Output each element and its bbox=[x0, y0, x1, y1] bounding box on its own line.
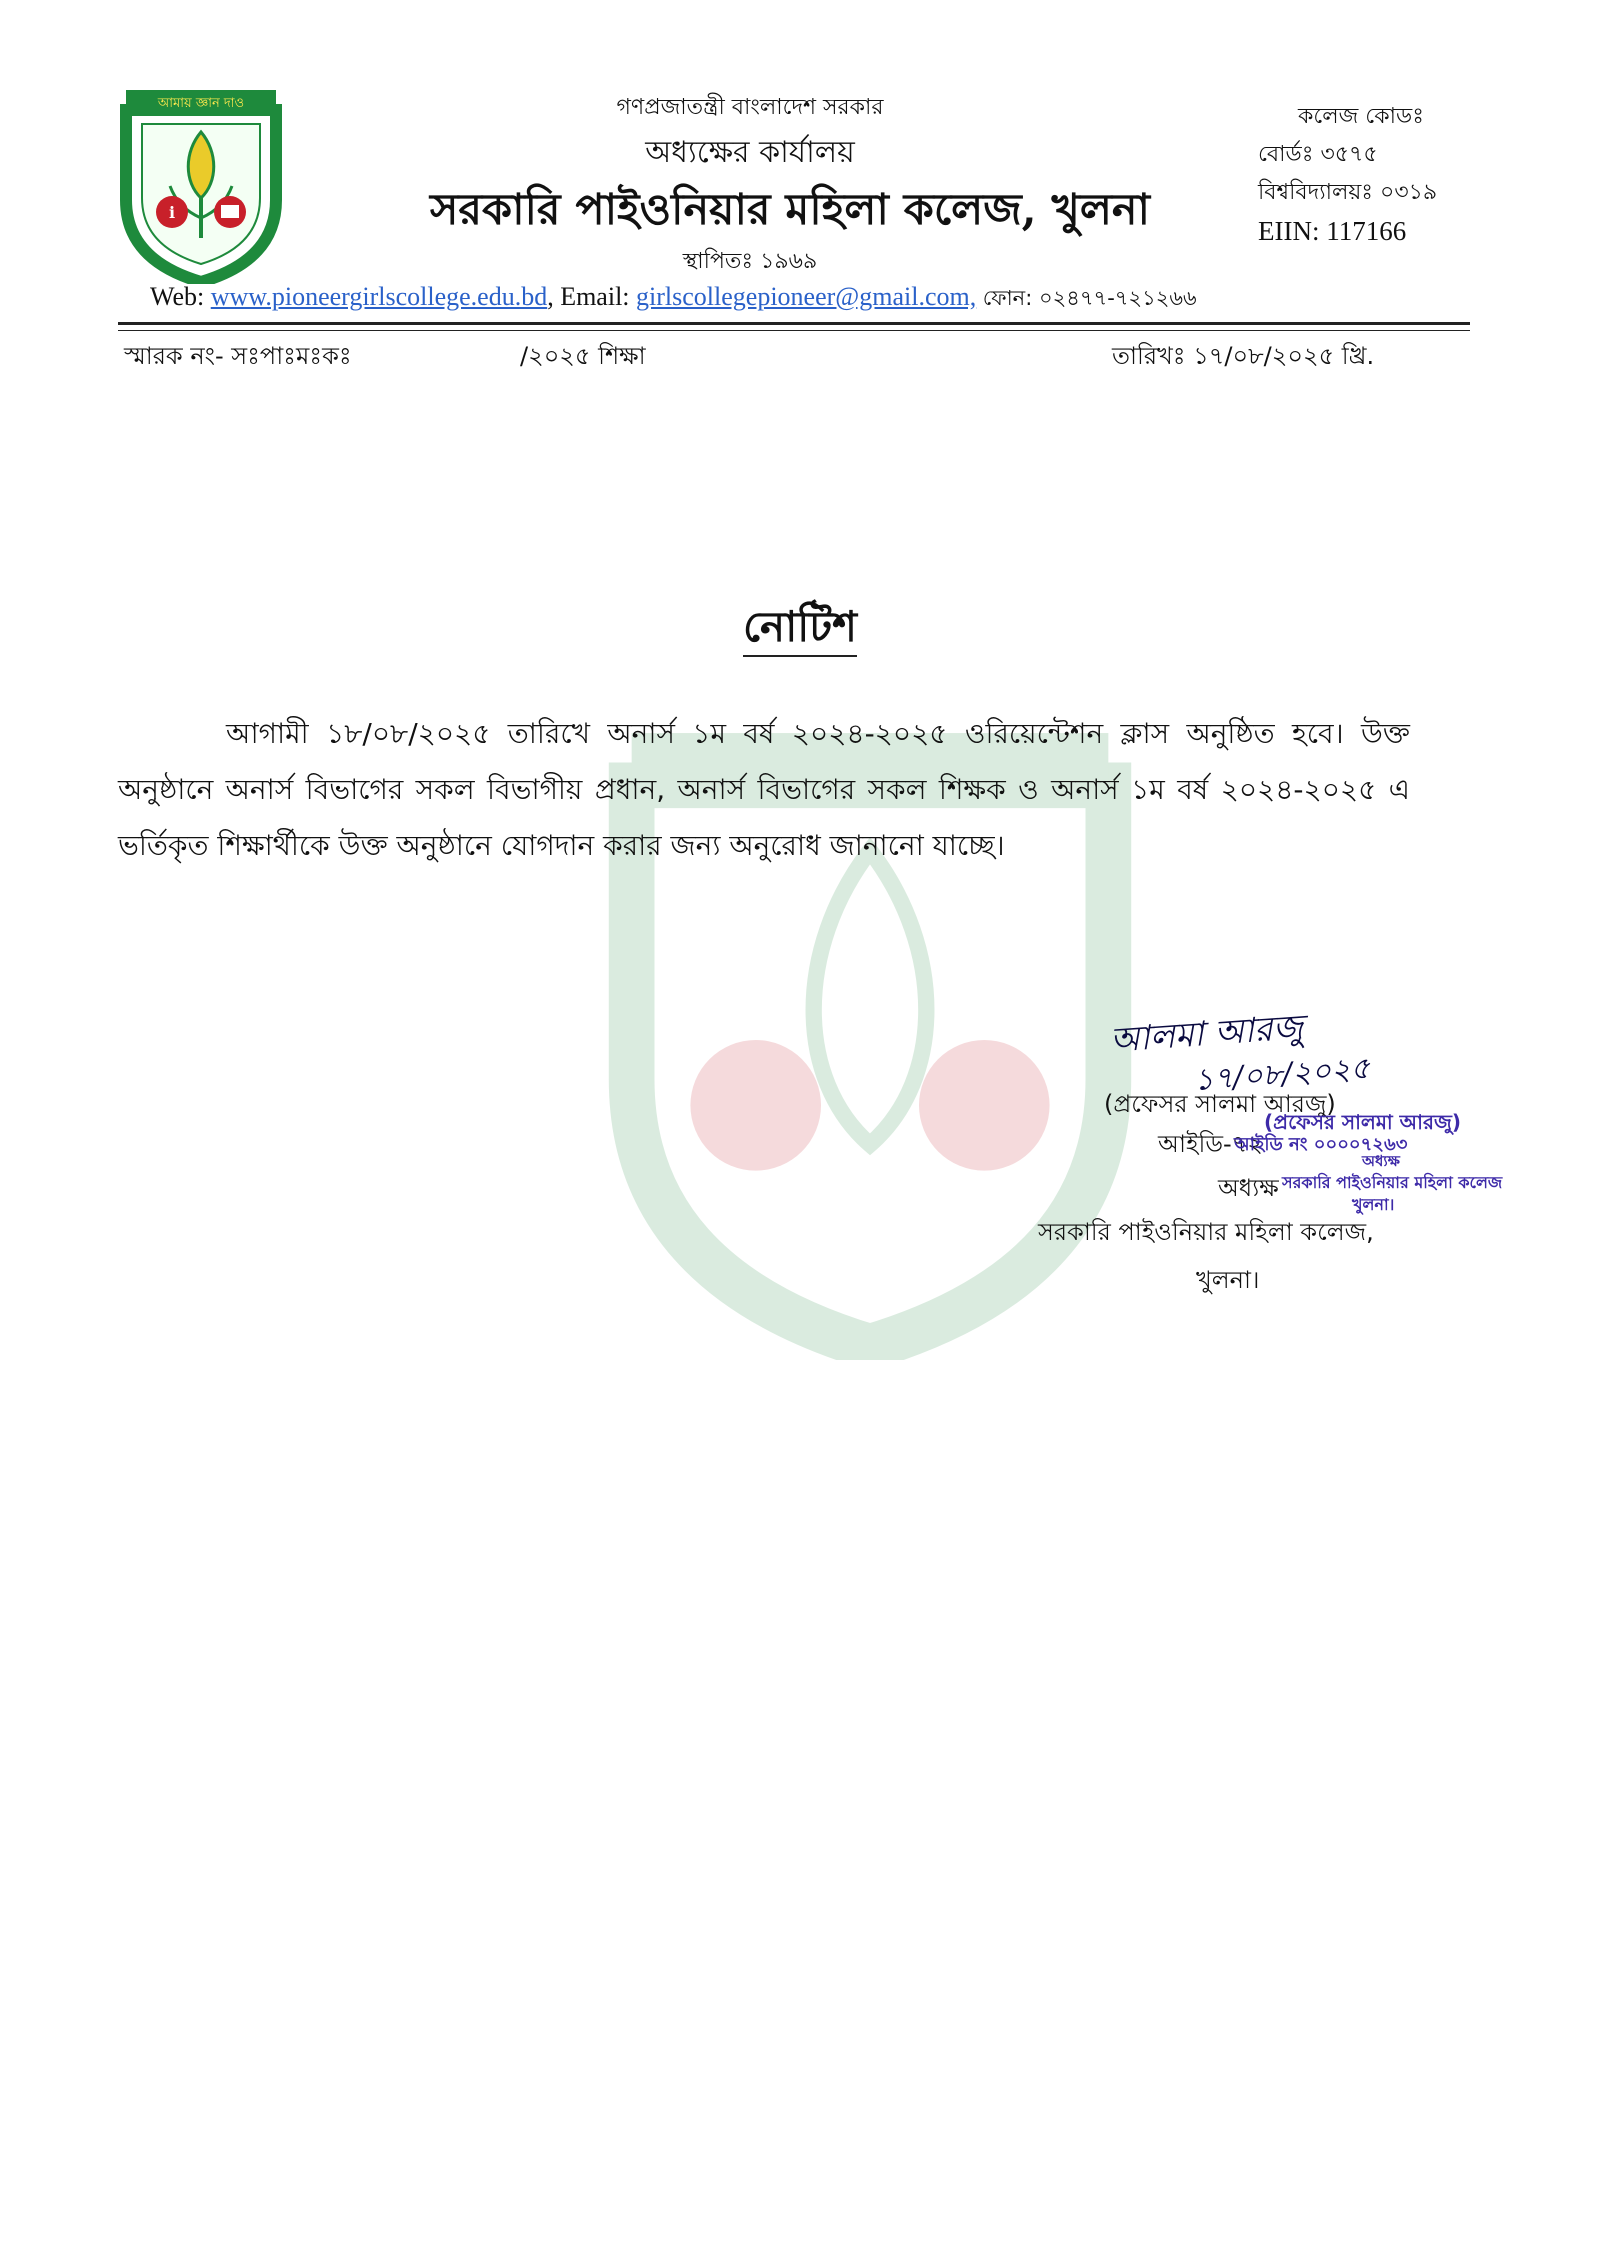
signatory-college: সরকারি পাইওনিয়ার মহিলা কলেজ, bbox=[1038, 1218, 1374, 1246]
established-year: স্থাপিতঃ ১৯৬৯ bbox=[682, 249, 818, 274]
college-name: সরকারি পাইওনিয়ার মহিলা কলেজ, খুলনা bbox=[429, 185, 1151, 235]
stamp-city: খুলনা। bbox=[1352, 1195, 1395, 1214]
email-label: , Email: bbox=[547, 282, 630, 311]
header-divider bbox=[118, 322, 1470, 325]
college-logo bbox=[118, 88, 284, 284]
college-code-label: কলেজ কোডঃ bbox=[1298, 104, 1424, 129]
website-link[interactable]: www.pioneergirlscollege.edu.bd bbox=[210, 282, 548, 311]
phone-number: ফোন: ০২৪৭৭-৭২১২৬৬ bbox=[982, 286, 1197, 310]
signatory-city: খুলনা। bbox=[1196, 1266, 1260, 1294]
notice-body bbox=[118, 706, 1410, 874]
header-divider-thin bbox=[118, 330, 1470, 331]
handwritten-signature: আলমা আরজু bbox=[1108, 1007, 1305, 1061]
university-code: বিশ্ববিদ্যালয়ঃ ০৩১৯ bbox=[1258, 180, 1438, 205]
notice-body-text: আগামী ১৮/০৮/২০২৫ তারিখে অনার্স ১ম বর্ষ ২০২৪-২০২৫ ওরিয়েন্টেশন ক্লাস অনুষ্ঠিত হবে। উক্ত অনুষ্ঠানে অনার্স বিভাগের সকল বিভাগীয় প্রধান, অনার্স বিভাগের সকল শিক্ষক ও অনার্স ১ম বর্ষ ২০২৪-২০২৫ এ ভর্তিকৃত শিক্ষার্থীকে উক্ত অনুষ্ঠানে যোগদান করার জন্য অনুরোধ জানানো যাচ্ছে। bbox=[118, 717, 1410, 862]
stamp-id: আইডি নং ০০০০৭২৬৩ bbox=[1234, 1134, 1408, 1155]
memo-reference: স্মারক নং- সঃপাঃমঃকঃ bbox=[124, 342, 352, 370]
stamp-name: (প্রফেসর সালমা আরজু) bbox=[1264, 1110, 1462, 1134]
contact-line bbox=[150, 282, 1480, 317]
stamp-college: সরকারি পাইওনিয়ার মহিলা কলেজ bbox=[1282, 1173, 1503, 1192]
college-codes bbox=[1258, 98, 1558, 250]
handwritten-sign-date: ১৭/০৮/২০২৫ bbox=[1192, 1050, 1372, 1099]
email-link[interactable]: girlscollegepioneer@gmail.com, bbox=[636, 282, 977, 311]
signatory-name: (প্রফেসর সালমা আরজু) bbox=[1104, 1090, 1336, 1118]
memo-reference-suffix: /২০২৫ শিক্ষা bbox=[520, 342, 646, 370]
board-code: বোর্ডঃ ৩৫৭৫ bbox=[1258, 142, 1378, 167]
notice-title-text: নোটিশ bbox=[743, 602, 857, 657]
office-title: অধ্যক্ষের কার্যালয় bbox=[645, 135, 855, 170]
signatory-id: আইডি-৭২ bbox=[1158, 1130, 1263, 1158]
svg-text:i: i bbox=[168, 203, 176, 222]
government-title: গণপ্রজাতন্ত্রী বাংলাদেশ সরকার bbox=[616, 95, 884, 120]
web-label: Web: bbox=[150, 282, 205, 311]
stamp-designation: অধ্যক্ষ bbox=[1362, 1152, 1400, 1170]
logo-motto: আমায় জ্ঞান দাও bbox=[157, 96, 245, 111]
eiin-code: EIIN: 117166 bbox=[1258, 216, 1407, 246]
notice-title bbox=[0, 594, 1600, 665]
signatory-designation: অধ্যক্ষ bbox=[1218, 1174, 1279, 1202]
memo-date: তারিখঃ ১৭/০৮/২০২৫ খ্রি. bbox=[1112, 342, 1375, 370]
